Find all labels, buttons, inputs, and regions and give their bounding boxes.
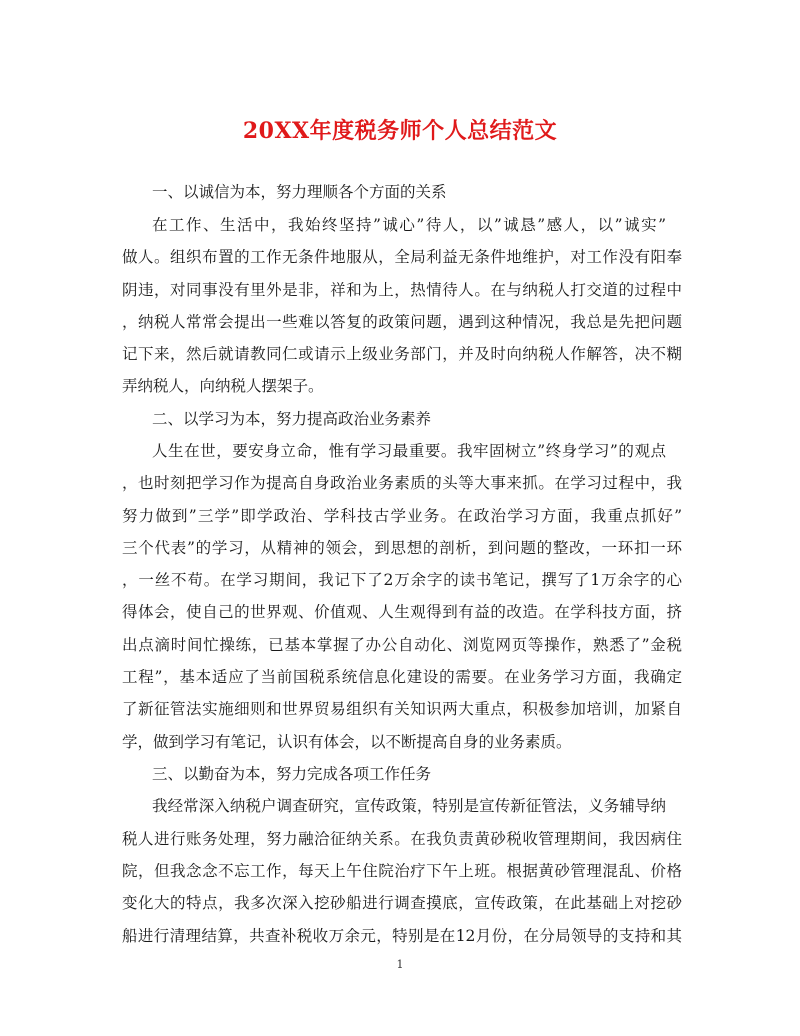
paragraph-line: 阴违，对同事没有里外是非，祥和为上，热情待人。在与纳税人打交道的过程中	[122, 281, 682, 299]
paragraph-line: 变化大的特点，我多次深入挖砂船进行调查摸底，宣传政策，在此基础上对挖砂	[122, 894, 682, 912]
paragraph-line: 出点滴时间忙操练，已基本掌握了办公自动化、浏览网页等操作，熟悉了”金税	[122, 636, 682, 654]
heading-line: 一、以诚信为本，努力理顺各个方面的关系	[152, 183, 447, 201]
page-title: 20XX年度税务师个人总结范文	[242, 118, 558, 144]
paragraph-line: 得体会，使自己的世界观、价值观、人生观得到有益的改造。在学科技方面，挤	[122, 603, 682, 621]
paragraph-line: ，纳税人常常会提出一些难以答复的政策问题，遇到这种情况，我总是先把问题	[122, 313, 682, 331]
heading-line: 三、以勤奋为本，努力完成各项工作任务	[152, 765, 432, 783]
paragraph-line: 弄纳税人，向纳税人摆架子。	[122, 377, 324, 395]
paragraph-line: 我经常深入纳税户调查研究，宣传政策，特别是宣传新征管法，义务辅导纳	[152, 797, 666, 815]
paragraph-line: 税人进行账务处理，努力融洽征纳关系。在我负责黄砂税收管理期间，我因病住	[122, 830, 682, 848]
page-number: 1	[396, 958, 404, 971]
paragraph-line: 在工作、生活中，我始终坚持”诚心”待人，以”诚恳”感人，以”诚实”	[152, 216, 666, 234]
heading-line: 二、以学习为本，努力提高政治业务素养	[152, 410, 432, 428]
paragraph-line: 努力做到”三学”即学政治、学科技古学业务。在政治学习方面，我重点抓好”	[122, 507, 682, 525]
paragraph-line: 做人。组织布置的工作无条件地服从，全局利益无条件地维护，对工作没有阳奉	[122, 248, 682, 266]
paragraph-line: 工程”，基本适应了当前国税系统信息化建设的需要。在业务学习方面，我确定	[122, 668, 682, 686]
paragraph-line: 了新征管法实施细则和世界贸易组织有关知识两大重点，积极参加培训，加紧自	[122, 700, 682, 718]
paragraph-line: 记下来，然后就请教同仁或请示上级业务部门，并及时向纳税人作解答，决不糊	[122, 345, 682, 363]
paragraph-line: 人生在世，要安身立命，惟有学习最重要。我牢固树立”终身学习”的观点	[152, 442, 666, 460]
paragraph-line: 船进行清理结算，共查补税收万余元，特别是在12月份，在分局领导的支持和其	[122, 927, 682, 945]
paragraph-line: 三个代表”的学习，从精神的领会，到思想的剖析，到问题的整改，一环扣一环	[122, 539, 682, 557]
paragraph-line: 学，做到学习有笔记，认识有体会，以不断提高自身的业务素质。	[122, 733, 572, 751]
paragraph-line: 院，但我念念不忘工作，每天上午住院治疗下午上班。根据黄砂管理混乱、价格	[122, 862, 682, 880]
paragraph-line: ，一丝不苟。在学习期间，我记下了2万余字的读书笔记，撰写了1万余字的心	[122, 571, 682, 589]
paragraph-line: ，也时刻把学习作为提高自身政治业务素质的头等大事来抓。在学习过程中，我	[122, 474, 682, 492]
